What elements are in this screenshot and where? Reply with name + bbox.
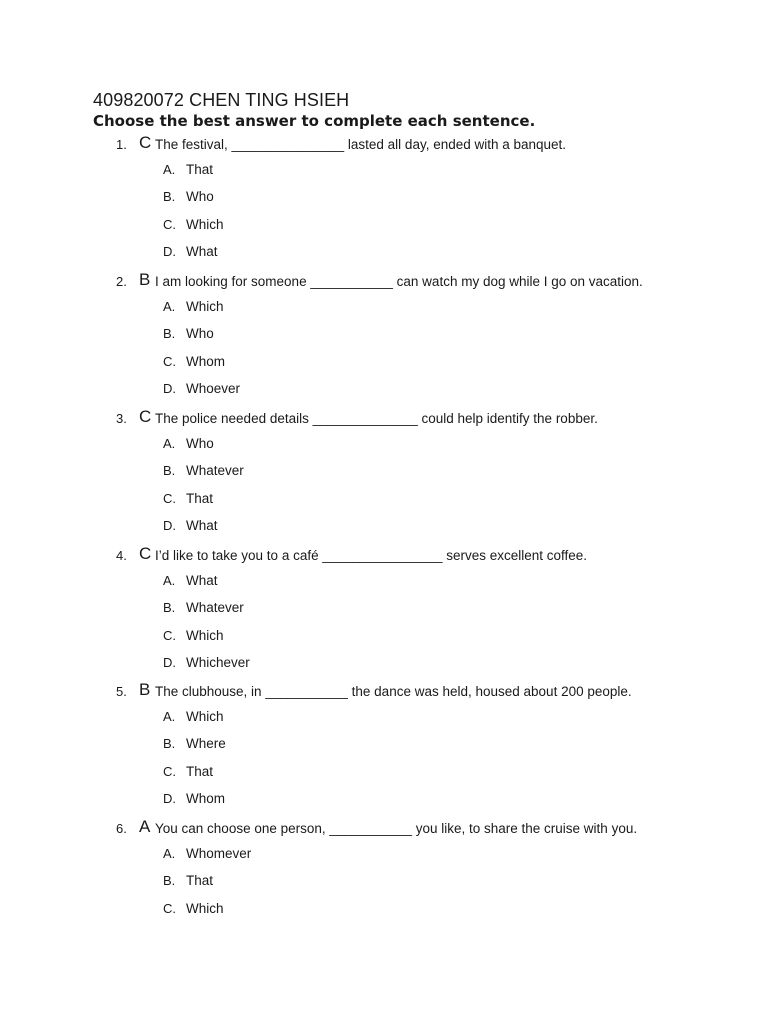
- option-text: Which: [186, 900, 224, 916]
- option-letter: C.: [163, 900, 176, 916]
- question-number: 1.: [116, 137, 127, 152]
- option-b: [0, 319, 768, 346]
- option-text: Which: [186, 709, 224, 724]
- selected-answer: C: [139, 407, 152, 426]
- question-text: You can choose one person, ___________ you like, to share the cruise with you.: [155, 821, 638, 836]
- option-b: [0, 182, 768, 209]
- option-letter: D.: [163, 518, 176, 534]
- option-text: Whatever: [186, 600, 244, 616]
- question-text: The festival, _______________ lasted all day, ended with a banquet.: [155, 137, 567, 152]
- option-text: That: [186, 162, 214, 177]
- option-text: Which: [186, 216, 224, 232]
- option-text: Whoever: [186, 381, 241, 397]
- selected-answer: C: [139, 544, 152, 563]
- question-4: [0, 544, 768, 676]
- question-number: 5.: [116, 684, 127, 699]
- option-d: [0, 237, 768, 264]
- student-id-name: 409820072 CHEN TING HSIEH: [93, 90, 350, 110]
- option-d: [0, 784, 768, 811]
- option-a: [0, 292, 768, 319]
- question-6: [0, 817, 768, 921]
- option-letter: A.: [163, 299, 176, 314]
- option-letter: A.: [163, 436, 176, 451]
- option-text: That: [186, 763, 214, 779]
- option-a: [0, 429, 768, 456]
- option-text: Whom: [186, 791, 226, 807]
- option-b: [0, 456, 768, 483]
- option-d: [0, 648, 768, 675]
- option-text: Who: [186, 189, 214, 205]
- selected-answer: B: [139, 680, 151, 699]
- option-text: Who: [186, 326, 214, 342]
- option-c: [0, 484, 768, 511]
- option-text: Whom: [186, 353, 226, 369]
- option-a: [0, 155, 768, 182]
- option-d: [0, 374, 768, 401]
- option-text: Which: [186, 299, 224, 314]
- option-letter: D.: [163, 791, 176, 807]
- option-c: [0, 757, 768, 784]
- option-letter: B.: [163, 736, 176, 752]
- selected-answer: C: [139, 133, 152, 152]
- question-5: [0, 680, 768, 812]
- option-a: [0, 839, 768, 866]
- option-text: That: [186, 873, 214, 889]
- question-1: [0, 133, 768, 265]
- option-letter: C.: [163, 216, 176, 232]
- question-number: 4.: [116, 548, 127, 563]
- option-letter: B.: [163, 326, 176, 342]
- option-letter: C.: [163, 763, 176, 779]
- option-text: Whatever: [186, 463, 244, 479]
- option-letter: A.: [163, 162, 176, 177]
- option-letter: A.: [163, 709, 176, 724]
- option-text: What: [186, 244, 218, 260]
- option-letter: C.: [163, 353, 176, 369]
- option-text: Who: [186, 436, 214, 451]
- option-letter: B.: [163, 463, 176, 479]
- option-b: [0, 866, 768, 893]
- option-b: [0, 729, 768, 756]
- option-letter: B.: [163, 873, 176, 889]
- option-text: What: [186, 573, 218, 588]
- question-text: The police needed details ______________ could help identify the robber.: [155, 411, 598, 426]
- option-c: [0, 894, 768, 921]
- option-b: [0, 593, 768, 620]
- option-text: Whichever: [186, 655, 250, 671]
- option-letter: D.: [163, 381, 176, 397]
- option-text: That: [186, 490, 214, 506]
- option-text: Where: [186, 736, 226, 752]
- selected-answer: B: [139, 270, 151, 289]
- option-c: [0, 347, 768, 374]
- option-letter: B.: [163, 600, 176, 616]
- question-text: I am looking for someone ___________ can watch my dog while I go on vacation.: [155, 274, 643, 289]
- question-text: I’d like to take you to a café ________________ serves excellent coffee.: [155, 548, 588, 563]
- option-letter: A.: [163, 573, 176, 588]
- question-3: [0, 407, 768, 539]
- option-letter: D.: [163, 655, 176, 671]
- option-text: Which: [186, 627, 224, 643]
- option-text: What: [186, 518, 218, 534]
- question-number: 3.: [116, 411, 127, 426]
- option-letter: C.: [163, 490, 176, 506]
- option-c: [0, 210, 768, 237]
- selected-answer: A: [139, 817, 151, 836]
- option-letter: C.: [163, 627, 176, 643]
- option-letter: B.: [163, 189, 176, 205]
- question-number: 6.: [116, 821, 127, 836]
- instructions-heading: Choose the best answer to complete each sentence.: [93, 112, 536, 130]
- option-a: [0, 566, 768, 593]
- option-letter: A.: [163, 846, 176, 861]
- question-number: 2.: [116, 274, 127, 289]
- question-text: The clubhouse, in ___________ the dance was held, housed about 200 people.: [155, 684, 632, 699]
- question-2: [0, 270, 768, 402]
- option-d: [0, 511, 768, 538]
- option-c: [0, 621, 768, 648]
- option-text: Whomever: [186, 846, 252, 861]
- option-letter: D.: [163, 244, 176, 260]
- option-a: [0, 702, 768, 729]
